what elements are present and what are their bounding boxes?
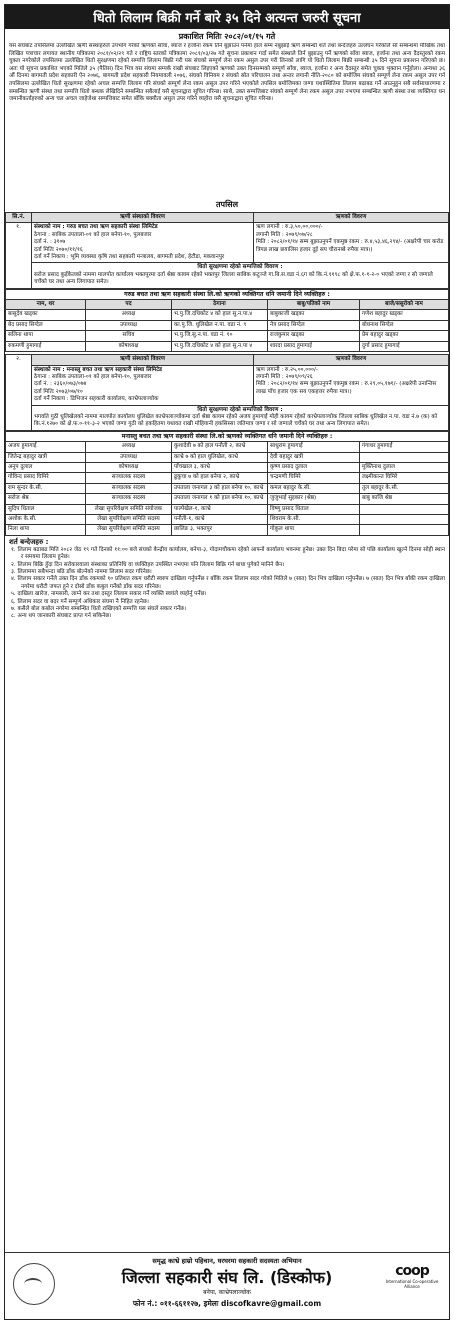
guarantor-cell <box>360 452 449 462</box>
contact-info: फोन नं.: ०११-६६११२७, इमेलः discofkavre@gmail.com <box>132 1299 322 1308</box>
coop-logo-subtitle: International Co-operative Alliance <box>385 1279 439 1289</box>
property-details <box>32 405 449 430</box>
guarantor-row <box>6 331 449 341</box>
footer <box>5 1252 449 1319</box>
guarantor-cell: गणेश बहादुर खड्का <box>360 310 449 320</box>
loan-date: लगानी मिति : २०७९/०७/२८ <box>256 231 313 238</box>
notice-title: धितो लिलाम बिक्री गर्ने बारे ३५ दिने अत्यन्त जरुरी सूचना <box>5 5 449 29</box>
guarantor-cell: शिवराम के.सी. <box>268 515 360 525</box>
institution-name: संस्थाको नाम : गरुड बचत तथा ऋण सहकारी संस्था लिमिटेड <box>34 224 158 231</box>
loan-table-2 <box>5 354 449 431</box>
guarantor-cell: भ.पु.जि.दधिकोट ४ को हाल सु.न.पा.४ <box>172 310 268 320</box>
district-cooperative-logo-icon <box>13 1263 55 1305</box>
guarantor-cell: काभ्रे ७ को हाल धुलिखेल, काभ्रे <box>172 452 268 462</box>
guarantor-row <box>6 483 449 493</box>
guarantor-cell: राम सुन्दर के.सी. <box>6 483 86 493</box>
guarantor-cell: गोकुल थापा <box>268 525 360 535</box>
notice-page <box>4 4 450 1320</box>
guarantor-row <box>6 525 449 535</box>
registration-date: दर्ता मितिः २०७०/११/१६ <box>34 246 83 253</box>
guarantor-cell: जुजुभाई सुइकार (श्रेष्ठ) <box>268 494 360 504</box>
property-title: धितो सुरक्षणमा रहेको सम्पत्तिको विवरण : <box>197 406 283 413</box>
property-title: धितो सुरक्षणमा रहेको सम्पत्तिको विवरण : <box>197 264 283 271</box>
guarantor-cell: सलिना थापा <box>6 331 86 341</box>
guarantor-cell: सञ्चालक सदस्य <box>86 473 172 483</box>
loan-date: लगानी मिति : २०७९/०९/२६ <box>256 373 313 380</box>
footer-slogan: समृद्ध काभ्रे हाम्रो पहिचान, घरघरमा सहकारी सदस्यता अभियान <box>152 1257 302 1265</box>
guarantor-cell: बोधनाथ सिग्देल <box>360 320 449 330</box>
guarantor-cell: उपाध्यक्ष <box>86 452 172 462</box>
guarantor-cell: राजकुमार खड्का <box>268 331 360 341</box>
organization-address: बनेपा, काभ्रेपलाञ्चोक <box>203 1289 251 1296</box>
guarantor-cell: कोषाध्यक्ष <box>86 341 172 351</box>
loan-details <box>254 365 449 405</box>
registration-date: दर्ता मितिः २०७३/०७/१० <box>34 388 83 395</box>
condition-item: १. लिलाम बढाबढ मिति २०८२ जेठ १९ गते दिनको ११:०० बजे संघको केन्द्रीय कार्यालय, बनेपा-३, गोदामचौकमा रहेको आफ्नो कार्यालय भवनमा हुनेछ। उक्त दिन बिदा परेमा सो पछि कार्यालय खुल्ने दिनमा सोही स्थान र समयमा लिलाम हुनेछ। <box>11 546 445 561</box>
guarantor-cell: मुक्तिनाथ दुलाल <box>360 462 449 472</box>
coop-logo-icon <box>385 1263 439 1289</box>
guarantor-cell: बाबुकाजी खड्का <box>268 310 360 320</box>
guarantor-cell: निला थापा <box>6 525 86 535</box>
condition-item: ५. दाखिला खारेज, नामसारी, लाग्ने कर तथा दस्तुर लिलाम सकार गर्ने व्यक्ति स्वयंले व्यहोर्नु पर्नेछ। <box>11 591 207 598</box>
condition-item: २. लिलाम बिक्रि हुँदा दिन सरोकारवाला संस्थाका प्रतिनिधि वा व्यक्तिहरु उपस्थित नभएमा पनि लिलाम बिक्रि गर्न बाधा पुगेको मानिने छैन। <box>11 561 285 568</box>
guarantor-row <box>6 504 449 514</box>
institution-details <box>32 365 254 405</box>
guarantor-cell: सचिव <box>86 331 172 341</box>
guarantor-cell: लेखा सुपरिवेक्षण समिति सदस्य <box>86 525 172 535</box>
institution-header: ऋणी संस्थाको विवरण <box>32 355 254 365</box>
condition-item: ७. कसैले बोल कबोल नगरेमा सम्बन्धित धितो राखिएको सम्पत्ति यस संघले सकार गर्नेछ। <box>11 606 187 613</box>
guarantor-cell: पनौती-१, काभ्रे <box>172 515 268 525</box>
institution-address: ठेगाना : साबिक उपताला-०१ को हाल बनेपा-१०, पुलबजार <box>34 373 152 380</box>
guarantor-cell: लेखा सुपरिवेक्षण समिति सदस्य <box>86 515 172 525</box>
guarantor-cell: सरोज श्रेष्ठ <box>6 494 86 504</box>
loan-amount: ऋण लगानी : रु.२५,००,०००/- <box>256 366 318 373</box>
institution-name: संस्थाको नाम : मनास्लु बचत तथा ऋण सहकारी संस्था लिमिटेड <box>34 366 163 373</box>
guarantor-cell: दुर्गा प्रसाद हुमागाई <box>360 341 449 351</box>
guarantor-cell: अजय हुमागाईं <box>6 442 86 452</box>
guarantor-cell: प्रेम बहादुर खड्का <box>360 331 449 341</box>
guarantor-cell: बासुदेव खड्का <box>6 310 86 320</box>
guarantor-cell: अध्यक्ष <box>86 310 172 320</box>
institution-details <box>32 223 254 263</box>
col-grandfather: बाजे/ससुरोको नाम <box>360 300 449 310</box>
guarantor-row <box>6 452 449 462</box>
guarantor-cell: बेद प्रसाद सिग्देल <box>6 320 86 330</box>
registration-number: दर्ता नं. : २३६०/०७३/०७४ <box>34 381 87 388</box>
conditions-list <box>5 547 449 621</box>
guarantor-cell: चन्द्रमणी घिमिरे <box>268 473 360 483</box>
guarantor-cell: सञ्चालक सदस्य <box>86 483 172 493</box>
loan-sn: २. <box>6 355 32 431</box>
loan-header: ऋणको विवरण <box>254 355 449 365</box>
loan-table-1 <box>5 212 449 289</box>
guarantor-row <box>6 494 449 504</box>
published-date: प्रकाशित मितिः २०८२/०१/१५ गते <box>178 32 276 41</box>
guarantor-cell: उपताला जनागल १ को हाल बनेपा १०, काभ्रे <box>172 494 268 504</box>
guarantor-cell: बाबु काजि श्रेष्ठ <box>360 494 449 504</box>
property-details <box>32 263 449 288</box>
col-position: पद <box>86 300 172 310</box>
guarantor-row <box>6 320 449 330</box>
guarantor-table-2 <box>5 431 449 536</box>
guarantor-title: गरुड बचत तथा ऋण सहकारी संस्था लि.को ऋणको व्यक्तिगत धनि जमानी दिने व्यक्तिहरु : <box>6 289 449 299</box>
guarantor-cell: तुल बहादुर के.सी. <box>360 483 449 493</box>
guarantor-cell: उपताला जनागल ३ को हाल बनेपा १०, काभ्रे <box>172 483 268 493</box>
guarantor-cell: भ.पु.जि.सु.न.पा. वडा नं. १० <box>172 331 268 341</box>
guarantor-cell <box>360 515 449 525</box>
loan-amount: ऋण लगानी : रु.३,५०,००,०००/- <box>256 224 323 231</box>
guarantor-cell: लक्ष्मीकान्त घिमिरे <box>360 473 449 483</box>
loan-details <box>254 223 449 263</box>
registering-authority: दर्ता गर्ने निकाय : भूमि व्यवस्था कृषि तथा सहकारी मन्त्रालय, बागमती प्रदेश, हेटौडा, मकवानपुर <box>34 254 225 261</box>
guarantor-cell: गोविन्द प्रसाद घिमिरे <box>6 473 86 483</box>
coop-logo-text: coop <box>395 1263 429 1279</box>
col-name: नाम, थर <box>6 300 86 310</box>
guarantor-cell: उपाध्यक्ष <box>86 320 172 330</box>
institution-header: ऋणी संस्थाको विवरण <box>32 213 254 223</box>
guarantor-cell: लेखा सुपरिवेक्षण समिति संयोजक <box>86 504 172 514</box>
guarantor-cell: अध्यक्ष <box>86 442 172 452</box>
guarantor-cell: नेत्र प्रसाद सिग्देल <box>268 320 360 330</box>
condition-item: ३. लिलाममा सबैभन्दा बढि डाँक बोल्नेको नाममा लिलाम सदर गरिनेछ। <box>11 569 152 576</box>
guarantor-cell: शारदा प्रसाद हुमागाई <box>268 341 360 351</box>
condition-item: ४. लिलाम सकार गर्नेले उक्त दिन डाँक रकमको १० प्रतिशत रकम धरौटी स्वरुप दाखिला गर्नुपर्नेछ र बाँकि रकम लिलाम सदर गरेको मितिले ७ (सात) दिन भित्र दाखिला गर्नुपर्नेछ। ७ (सात) दिन भित्र बाँकी रकम दाखिला नगरेमा धरौटी जफत हुने र दोस्रो डाँक कबुल गर्नेको डाँक सदर गरिनेछ। <box>11 576 445 590</box>
tasil-heading: तपसिल <box>215 200 238 209</box>
guarantor-cell: छालिङ ३, भक्तपुर <box>172 525 268 535</box>
guarantor-row <box>6 515 449 525</box>
guarantor-cell: रुकमणी हुमागाई <box>6 341 86 351</box>
institution-address: ठेगाना : साबिक उपताला-०१ को हाल बनेपा-१०, पुलबजार <box>34 231 152 238</box>
guarantor-cell: अशोक के.सी. <box>6 515 86 525</box>
guarantor-cell: जितेन्द्र बहादुर खत्री <box>6 452 86 462</box>
guarantor-cell: कृष्ण प्रसाद दुलाल <box>268 462 360 472</box>
guarantor-cell: साधुराम हुमागाईं <box>268 442 360 452</box>
guarantor-cell: भ.पु.जि.दधिकोट ४ को हाल सु.न.पा ४ <box>172 341 268 351</box>
intro-paragraph: यस संघबाट तपसिलमा उल्लेखित ऋणी संस्थाहरुले उपभोग गरेको ऋणको साँवा, ब्याज र हर्जाना रकम तिर्न बुझाउन पनेमा हाल सम्म नबुझाई ऋण सम्बन्धी शर्त तथा बन्देजहरु उल्लंघन गरेकोले सो सम्बन्धमा मौखिक तथा लिखित पत्राचार लगायत स्थानीय पत्रिकामा २०८१/०२/२९ गते र राष्ट्रिय स्तरको पत्रिकामा २०८१/०३/२७ गते सूचना प्रकाशन गर्दा समेत संस्थाले तिर्न बुझाउनु पर्ने ऋणको साँवा ब्याज, हर्जाना तथा अन्य दैदस्तुरको रकम चुक्ता नगरेकोले तपसिलमा उल्लेखित धितो सुरक्षणमा रहेको सम्पत्ति लिलाम बिक्री गरी यस संघको सम्पूर्ण लेना रकम असुल उपर गरी लिनको लागि यो धितो लिलाम बिक्री सम्बन्धी ३५ दिने सूचना प्रकाशन गरिएको छ। अतः यो सूचना प्रकाशित भएको मितिले ३५ (पैतिस) दिन भित्र यस संघमा सम्पर्क राखी संघबाट लिइएको ऋणको उक्त दिनसम्मको सम्पूर्ण साँवा, ब्याज, हर्जाना र अन्य दैदस्तुर समेत चुक्ता भुक्तान गर्नुहोला। अन्यथा ३६ औं दिनमा बागमती प्रदेश सहकारी ऐन २०७६, बागमती प्रदेश सहकारी नियमावली २०७६, संघको विनियम र संघको स्रोत परिचालन तथा अन्तर लगानी नीति-२०८० को बमोजिम संघको सम्पूर्ण लेना रकम असुल उपर गर्न तपसिलमा उल्लेखित धितो सुरक्षणमा रहेको अचल सम्पत्ति लिलाम गरि संघको सम्पूर्ण लेना रकम असुल उपर गरिने भएकोले तपसिल बमोजिमका जग्गा यथास्थितिमा लिलाम बढाबढ गर्ने आउनुहुन सबै सर्वसाधारणमा र सम्बन्धित ऋणी संस्था तथा सम्पत्ति धितो बन्धक लेखिदिने सम्बन्धित सबैलाई यसै सूचनाद्वारा सूचित गरिन्छ। साथै, उक्त सम्पत्तिबाट संघको सम्पूर्ण लेना रकम असुल उपर नभएमा सम्बन्धित ऋणी संस्था तथा व्यक्तिगत धन जमानीकर्ताहरुको अन्य चल अचल जाहेजेथा सम्पत्तिबाट समेत बाँकि बक्यौता असुल उपर गरिने व्यहोरा यसै सूचनाद्वारा सूचित गरिन्छ। <box>9 43 445 103</box>
guarantor-cell: सञ्चालक सदस्य <box>86 494 172 504</box>
guarantor-cell: ढुकुचा ७ को हाल बनेपा २, काभ्रे <box>172 473 268 483</box>
guarantor-cell <box>360 525 449 535</box>
guarantor-cell: सुदिप धिताल <box>6 504 86 514</box>
condition-item: ६. लिलाम सदर वा बदर गर्ने सम्पूर्ण अधिकार संघमा नै निहित रहनेछ। <box>11 598 149 605</box>
conditions-title: शर्त बन्देजहरु : <box>9 537 49 546</box>
guarantor-cell: पाल्पेखेल-१, काभ्रे <box>172 504 268 514</box>
guarantor-row <box>6 462 449 472</box>
guarantor-cell: का.पु.जि. धुलिखेल न.पा. वडा नं. ९ <box>172 320 268 330</box>
guarantor-row <box>6 473 449 483</box>
guarantor-cell: अनुप दुलाल <box>6 462 86 472</box>
guarantor-cell: देवी बहादुर खत्री <box>268 452 360 462</box>
col-father: बाबु/पतिको नाम <box>268 300 360 310</box>
amount-due: मिति : २०८२/०१/१४ सम्म बुझाउनुपर्ने एकमुष्ठ रकम : रु.४,५३,४६,२९४/- (अक्षरेपी चार करोड त्रिपन्न लाख छयालिस हजार दुई सय चौरानब्बे रुपैया मात्र।) <box>256 239 444 253</box>
property-description: सरोज प्रसाद कुइँकेलको नाममा मालपोत कार्यालय भक्तपुरमा दर्ता श्रेष्ठा कायम रहेको भक्तपुर जिल्ला साबिक कटुञ्जे गा.बि.स.वडा नं.६ग को कि.नं.११९८ को क्षे.फ.१-१-२-० भएको जग्गा र सो जग्गाले चर्चेको घर तथा अन्य लिगापात समेत। <box>34 271 433 286</box>
loan-header: ऋणको विवरण <box>254 213 449 223</box>
guarantor-row <box>6 310 449 320</box>
guarantor-title: मनास्लु बचत तथा ऋण सहकारी संस्था लि.को ऋणको व्यक्तिगत धनि जमानी दिने व्यक्तिहरु : <box>6 431 449 441</box>
guarantor-row <box>6 341 449 351</box>
sn-header: सि.नं. <box>6 213 32 223</box>
guarantor-cell: पाँचखाल ३, काभ्रे <box>172 462 268 472</box>
guarantor-table-1 <box>5 289 449 352</box>
guarantor-cell: विष्णु प्रसाद धिताल <box>268 504 360 514</box>
registering-authority: दर्ता गर्ने निकाय : डिभिजन सहकारी कार्यालय, काभ्रेपलाञ्चोक <box>34 396 159 403</box>
organization-name: जिल्ला सहकारी संघ लि. (डिस्कोफ) <box>121 1268 333 1287</box>
guarantor-cell: गंगाधर हुमागाईं <box>360 442 449 452</box>
guarantor-cell <box>360 504 449 514</box>
loan-sn: १. <box>6 223 32 288</box>
guarantor-cell: कमल बहादुर के.सी. <box>268 483 360 493</box>
guarantor-cell: कोषाध्यक्ष <box>86 462 172 472</box>
guarantor-row <box>6 442 449 452</box>
amount-due: मिति : २०८२/०१/१४ सम्म बुझाउनुपर्ने एकमुष्ठ रकम : रु.२९,०५,१७१/- (अक्षरेपी उनान्तिस लाख पाँच हजार एक सय एकहत्तर रुपैया मात्र।) <box>256 381 437 395</box>
registration-number: दर्ता नं. : ३१०७ <box>34 239 66 246</box>
col-address: ठेगाना <box>172 300 268 310</box>
guarantor-cell: कुशादेवी ७ को हाल पनौती २, काभ्रे <box>172 442 268 452</box>
property-description: भगवति गुठी धुलिखेलको नाममा मालपोत कार्यालय धुलिखेल काभ्रेपलाञ्चोकमा दर्ता श्रेष्ठा कायम रहेको अजय हुमागाईं मोही कायम रहेको काभ्रेपलाञ्चोक जिल्ला साबिक धुलिखेल न.पा. वडा नं.७ (क) को कि.नं.१२७० को क्षे.फ.०-११-३-२ भएको जग्गा गुठी को हकहितमा यथावत राखी मोहियानी हकसिस्सा जतिमात्र जग्गा र सो जग्गाले चर्चेको घर तथा अन्य लिगापात समेत। <box>34 413 438 428</box>
condition-item: ८. अन्य थप जानकारी संघबाट प्राप्त गर्न सकिनेछ। <box>11 613 112 620</box>
